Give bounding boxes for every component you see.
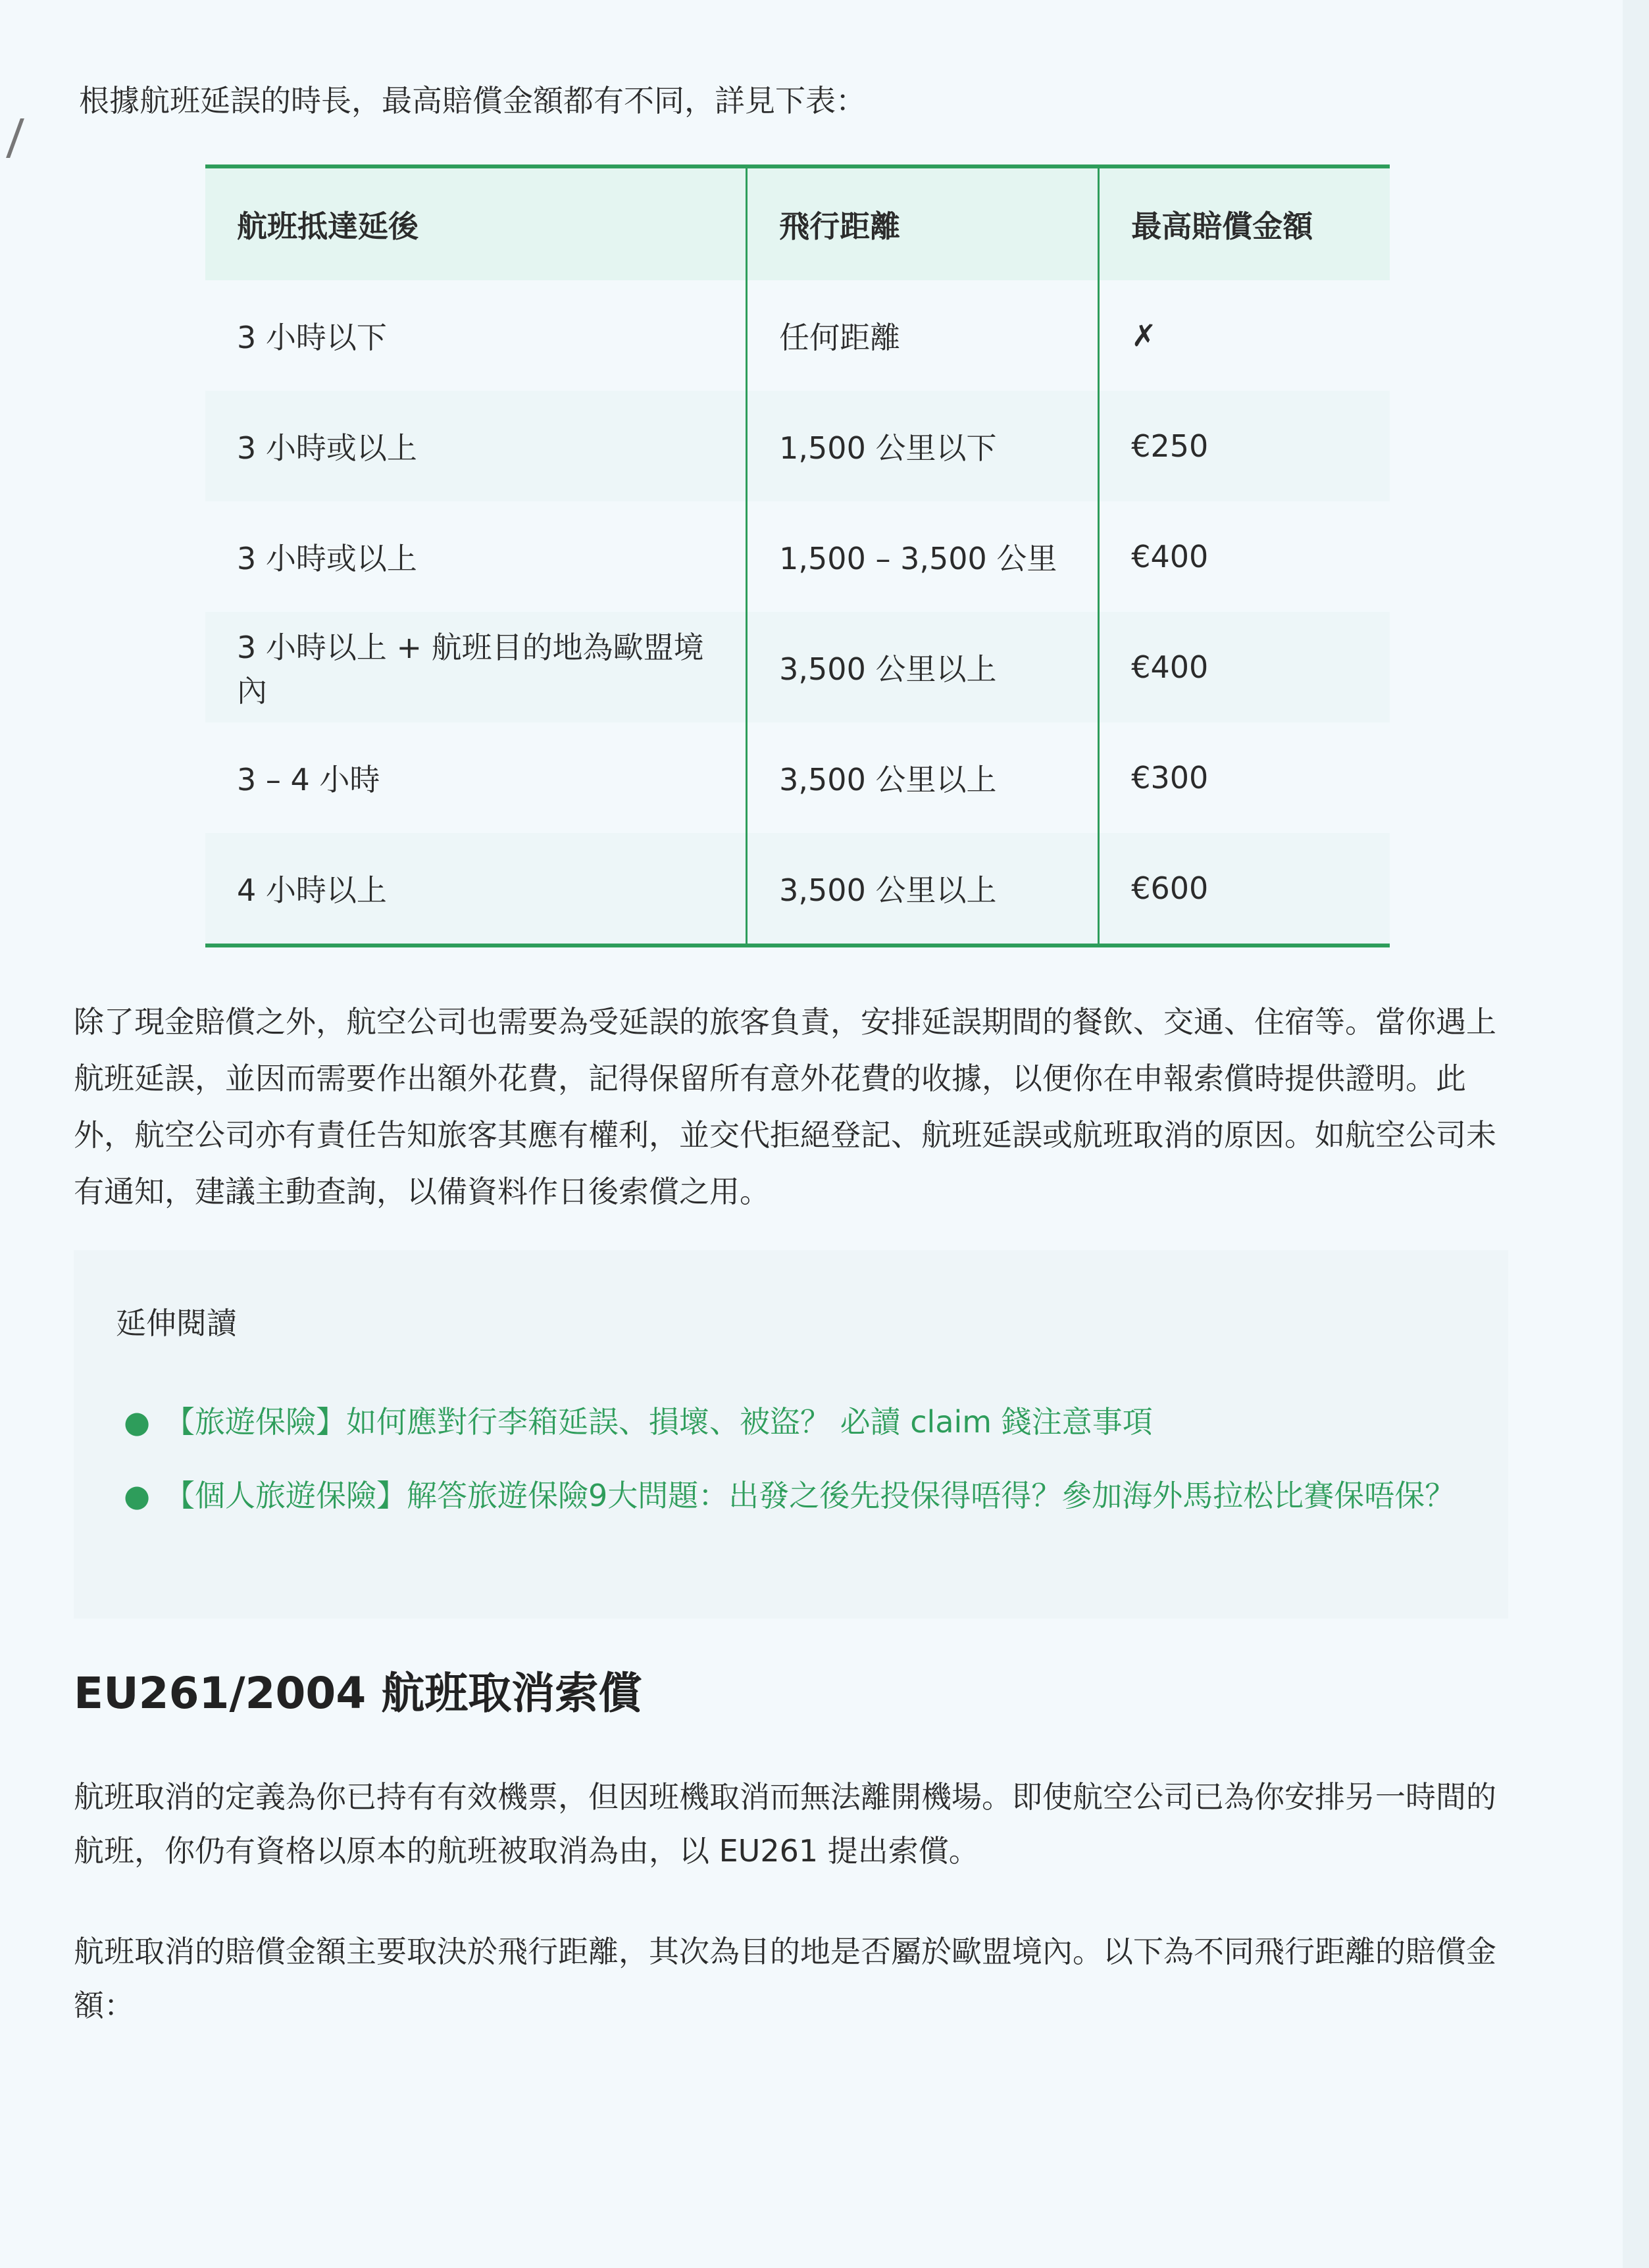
cell-delay: 3 小時或以上 [205, 391, 747, 501]
cell-compensation: €400 [1099, 612, 1390, 722]
header-compensation: 最高賠償金額 [1099, 166, 1390, 280]
cell-compensation: ✗ [1131, 318, 1157, 353]
cell-compensation: €300 [1131, 760, 1209, 795]
table-row [205, 612, 1390, 722]
further-reading-link[interactable] [118, 1395, 1467, 1449]
cell-compensation: €600 [1099, 833, 1390, 945]
bullet-icon: ● [124, 1404, 151, 1440]
table-row [205, 280, 1390, 391]
cell-delay: 3 小時以上 + 航班目的地為歐盟境內 [205, 612, 747, 722]
link-text[interactable]: 【個人旅遊保險】解答旅遊保險9大問題：出發之後先投保得唔得？參加海外馬拉松比賽保唔保？ [165, 1478, 1456, 1513]
cell-distance: 任何距離 [747, 280, 1099, 391]
cell-compensation: €250 [1099, 391, 1390, 501]
header-delay: 航班抵達延後 [205, 166, 747, 280]
link-text[interactable]: 【旅遊保險】如何應對行李箱延誤、損壞、被盜？ 必讀 claim 錢注意事項 [165, 1404, 1153, 1440]
further-reading-link[interactable] [118, 1469, 1467, 1523]
table-row [205, 722, 1390, 833]
bullet-icon: ● [124, 1478, 151, 1513]
scan-edge [1623, 0, 1649, 2268]
cell-distance: 3,500 公里以上 [747, 612, 1099, 722]
paragraph-cancellation-amount: 航班取消的賠償金額主要取決於飛行距離，其次為目的地是否屬於歐盟境內。以下為不同飛行距離的賠償金額： [74, 1934, 1496, 2023]
header-distance: 飛行距離 [747, 166, 1099, 280]
cell-distance: 3,500 公里以上 [747, 833, 1099, 945]
intro-text: 根據航班延誤的時長，最高賠償金額都有不同，詳見下表： [79, 83, 866, 118]
table-row [205, 391, 1390, 501]
section-heading: EU261/2004 航班取消索償 [74, 1668, 642, 1719]
further-reading-list [118, 1395, 1467, 1542]
paragraph-cancellation-definition: 航班取消的定義為你已持有有效機票，但因班機取消而無法離開機場。即使航空公司已為你安排另一時間的航班，你仍有資格以原本的航班被取消為由，以 EU261 提出索償。 [74, 1779, 1496, 1869]
cell-distance: 3,500 公里以上 [747, 722, 1099, 833]
table-row [205, 501, 1390, 612]
cell-distance: 1,500 公里以下 [747, 391, 1099, 501]
table-row [205, 833, 1390, 945]
cell-delay: 3 小時或以上 [205, 501, 747, 612]
cell-compensation: €400 [1131, 539, 1209, 574]
compensation-table [205, 164, 1390, 947]
further-reading-title: 延伸閱讀 [116, 1305, 237, 1341]
cell-distance: 1,500 – 3,500 公里 [747, 501, 1099, 612]
cell-delay: 3 – 4 小時 [205, 722, 747, 833]
scan-mark [6, 118, 24, 158]
table-header-row [205, 166, 1390, 280]
cell-delay: 4 小時以上 [205, 833, 747, 945]
paragraph-meal-transport: 除了現金賠償之外，航空公司也需要為受延誤的旅客負責，安排延誤期間的餐飲、交通、住宿等。當你遇上航班延誤，並因而需要作出額外花費，記得保留所有意外花費的收據，以便你在申報索償時提供證明。此外，航空公司亦有責任告知旅客其應有權利，並交代拒絕登記、航班延誤或航班取消的原因。如航空公司未有通知，建議主動查詢，以備資料作日後索償之用。 [74, 1004, 1496, 1209]
cell-delay: 3 小時以下 [205, 280, 747, 391]
